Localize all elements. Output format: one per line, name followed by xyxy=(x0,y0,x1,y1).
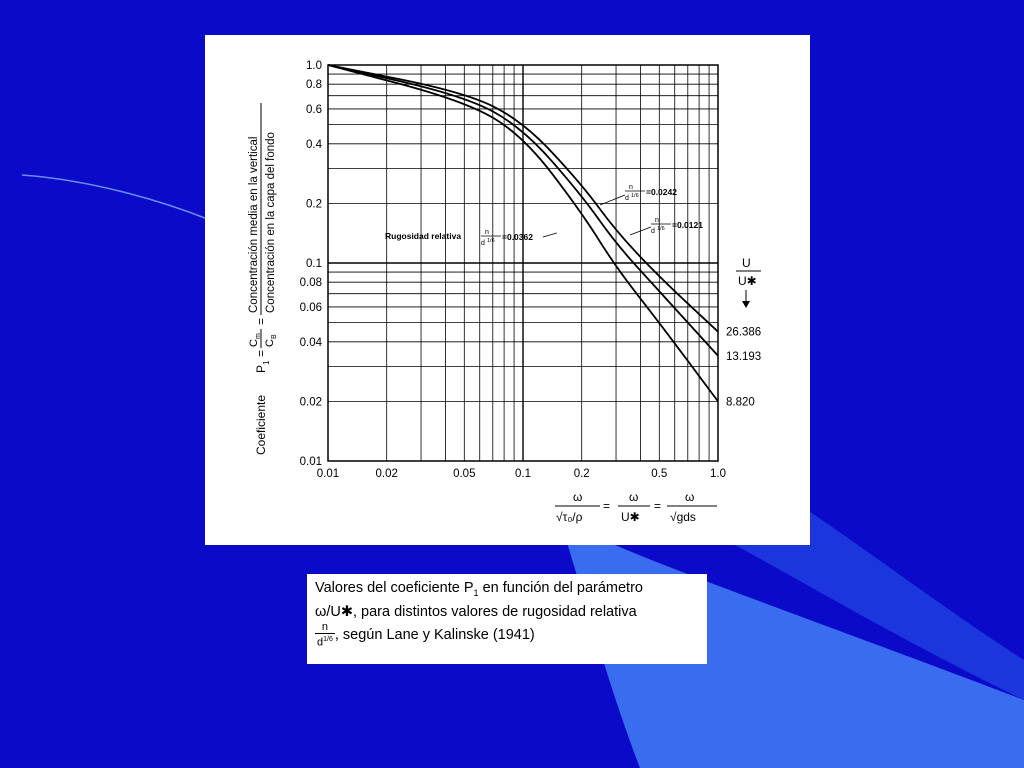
y-tick-label: 0.04 xyxy=(299,336,322,349)
right-header-den: U✱ xyxy=(738,274,757,288)
caption-frac-exp: 1/6 xyxy=(323,635,333,643)
ann-val-0121: =0.0121 xyxy=(672,220,703,230)
caption-text-1a: Valores del coeficiente xyxy=(315,580,464,596)
y-tick-label: 0.06 xyxy=(299,301,322,314)
x-tick-label: 0.2 xyxy=(573,468,590,480)
y-label-eq1: = xyxy=(254,349,268,357)
y-tick-label: 0.2 xyxy=(306,198,322,211)
y-axis-label xyxy=(248,103,278,455)
ann-d-1: d xyxy=(481,240,485,247)
series-end-labels xyxy=(726,327,761,409)
y-label-cm: C xyxy=(248,339,260,347)
chart-figure xyxy=(205,35,810,545)
caption-frac-d: d xyxy=(317,636,324,649)
ann-d-2: d xyxy=(625,195,629,202)
y-tick-label: 1.0 xyxy=(306,60,322,72)
caption-frac-den xyxy=(315,634,335,649)
annotation-0362 xyxy=(385,229,557,247)
y-label-numerator: Concentración media en la vertical xyxy=(248,136,260,313)
x-label-omega-2: ω xyxy=(629,490,639,504)
ann-n-2: n xyxy=(629,184,633,191)
x-label-den-2: U✱ xyxy=(621,510,640,524)
annotation-0242 xyxy=(600,184,677,205)
caption-text-3: , según Lane y Kalinske (1941) xyxy=(334,627,535,644)
down-arrow-icon xyxy=(742,301,750,308)
series-label-26.386: 26.386 xyxy=(726,326,762,339)
y-tick-labels xyxy=(300,60,323,468)
caption-line-3 xyxy=(315,622,699,649)
x-label-den-1: √τ₀/ρ xyxy=(556,510,583,524)
y-tick-label: 0.1 xyxy=(306,258,322,270)
figure-caption xyxy=(307,574,707,664)
series-label-13.193: 13.193 xyxy=(726,350,762,363)
x-tick-label: 0.5 xyxy=(651,468,668,480)
x-tick-label: 0.1 xyxy=(515,468,531,480)
ann-exp-1: 1/6 xyxy=(487,238,495,244)
y-tick-label: 0.01 xyxy=(299,456,322,468)
right-header xyxy=(736,256,761,308)
x-axis-label xyxy=(555,490,717,524)
caption-line-2: ω/U✱, para distintos valores de rugosidad relativa xyxy=(315,603,637,620)
y-label-prefix: Coeficiente xyxy=(254,394,268,455)
y-label-cb: C xyxy=(264,339,276,347)
caption-text-1b: en función del parámetro xyxy=(478,580,643,596)
caption-p: P xyxy=(463,580,474,596)
ann-val-0242: =0.0242 xyxy=(646,187,677,197)
x-label-eq-1: = xyxy=(603,499,611,513)
y-label-p: P xyxy=(254,364,268,373)
y-tick-label: 0.4 xyxy=(306,138,322,151)
ann-exp-3: 1/6 xyxy=(657,226,665,232)
ann-leader-1 xyxy=(543,233,557,237)
x-tick-labels xyxy=(317,468,726,480)
chart-svg xyxy=(205,35,810,545)
y-tick-label: 0.6 xyxy=(306,103,322,116)
caption-p-sub: 1 xyxy=(473,587,479,598)
y-label-eq2: = xyxy=(254,317,268,325)
series-label-8.820: 8.820 xyxy=(726,396,755,409)
x-tick-label: 0.05 xyxy=(453,468,476,480)
x-tick-label: 1.0 xyxy=(710,468,726,480)
y-label-denominator: Concentración en la capa del fondo xyxy=(265,132,277,313)
right-header-num: U xyxy=(742,256,751,270)
x-label-omega-3: ω xyxy=(685,490,695,504)
ann-exp-2: 1/6 xyxy=(631,193,639,199)
ann-n-1: n xyxy=(485,229,489,236)
y-tick-label: 0.08 xyxy=(299,277,322,290)
y-tick-label: 0.02 xyxy=(299,396,322,409)
ann-val-0362: =0.0362 xyxy=(502,232,533,242)
caption-frac-num: n xyxy=(315,622,335,634)
y-label-cb-sub: B xyxy=(271,334,278,339)
x-label-den-3: √gds xyxy=(670,510,696,524)
x-tick-label: 0.01 xyxy=(316,468,340,480)
x-label-omega-1: ω xyxy=(573,490,583,504)
caption-line-1 xyxy=(315,579,699,603)
annotation-0121 xyxy=(630,217,703,235)
rugosidad-label: Rugosidad relativa xyxy=(385,231,462,241)
x-label-eq-2: = xyxy=(654,499,662,513)
ann-d-3: d xyxy=(651,228,655,235)
caption-fraction xyxy=(315,622,335,649)
y-label-p-sub: 1 xyxy=(262,360,271,365)
y-label-cm-sub: m xyxy=(255,333,262,339)
ann-n-3: n xyxy=(655,217,659,224)
y-tick-label: 0.8 xyxy=(306,79,322,92)
x-tick-label: 0.02 xyxy=(375,468,398,480)
